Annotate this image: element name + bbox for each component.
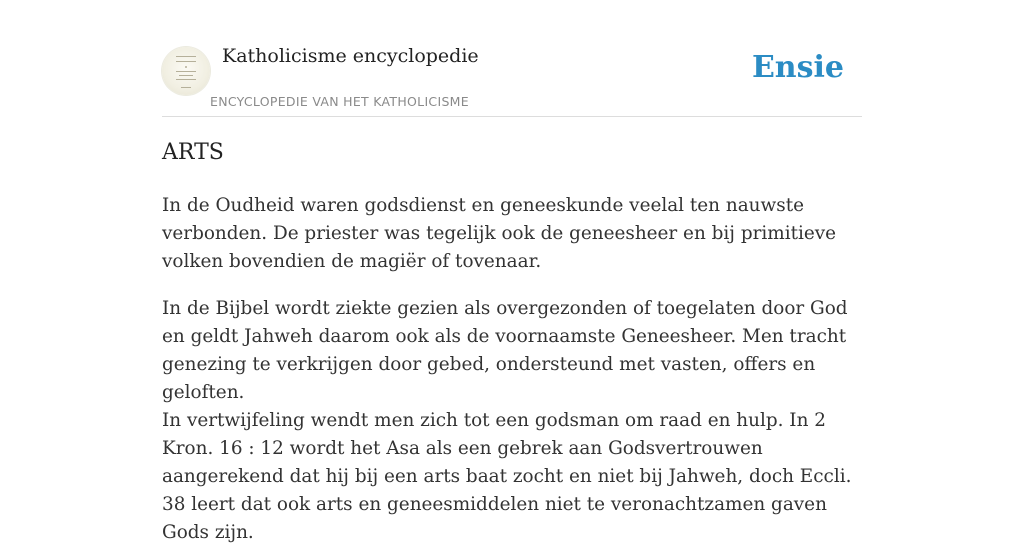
site-subtitle: ENCYCLOPEDIE VAN HET KATHOLICISME <box>210 94 469 109</box>
site-title[interactable]: Katholicisme encyclopedie <box>222 45 479 67</box>
article-paragraph: In de Bijbel wordt ziekte gezien als overgezonden of toegelaten door God en geldt Jahweh daarom ook als de voornaamste Geneesheer. Men tracht genezing te verkrijgen door gebed, ondersteund met vasten, offers en geloften. <box>162 298 848 403</box>
site-header <box>162 0 862 117</box>
article-paragraph: In de Oudheid waren godsdienst en geneeskunde veelal ten nauwste verbonden. De priester was tegelijk ook de geneesheer en bij primitieve volken bovendien de magiër of tovenaar. <box>162 195 837 272</box>
page-container <box>162 0 862 543</box>
brand-logo[interactable]: Ensie <box>751 50 844 85</box>
article-title: ARTS <box>162 140 224 165</box>
article-paragraph: In vertwijfeling wendt men zich tot een godsman om raad en hulp. In 2 Kron. 16 : 12 wordt het Asa als een gebrek aan Godsvertrouwen aangerekend dat hij bij een arts baat zocht en niet bij Jahweh, doch Eccli. 38 leert dat ook arts en geneesmiddelen niet te veronachtzamen gaven Gods zijn. <box>162 410 852 543</box>
book-cover-icon[interactable] <box>162 47 210 95</box>
